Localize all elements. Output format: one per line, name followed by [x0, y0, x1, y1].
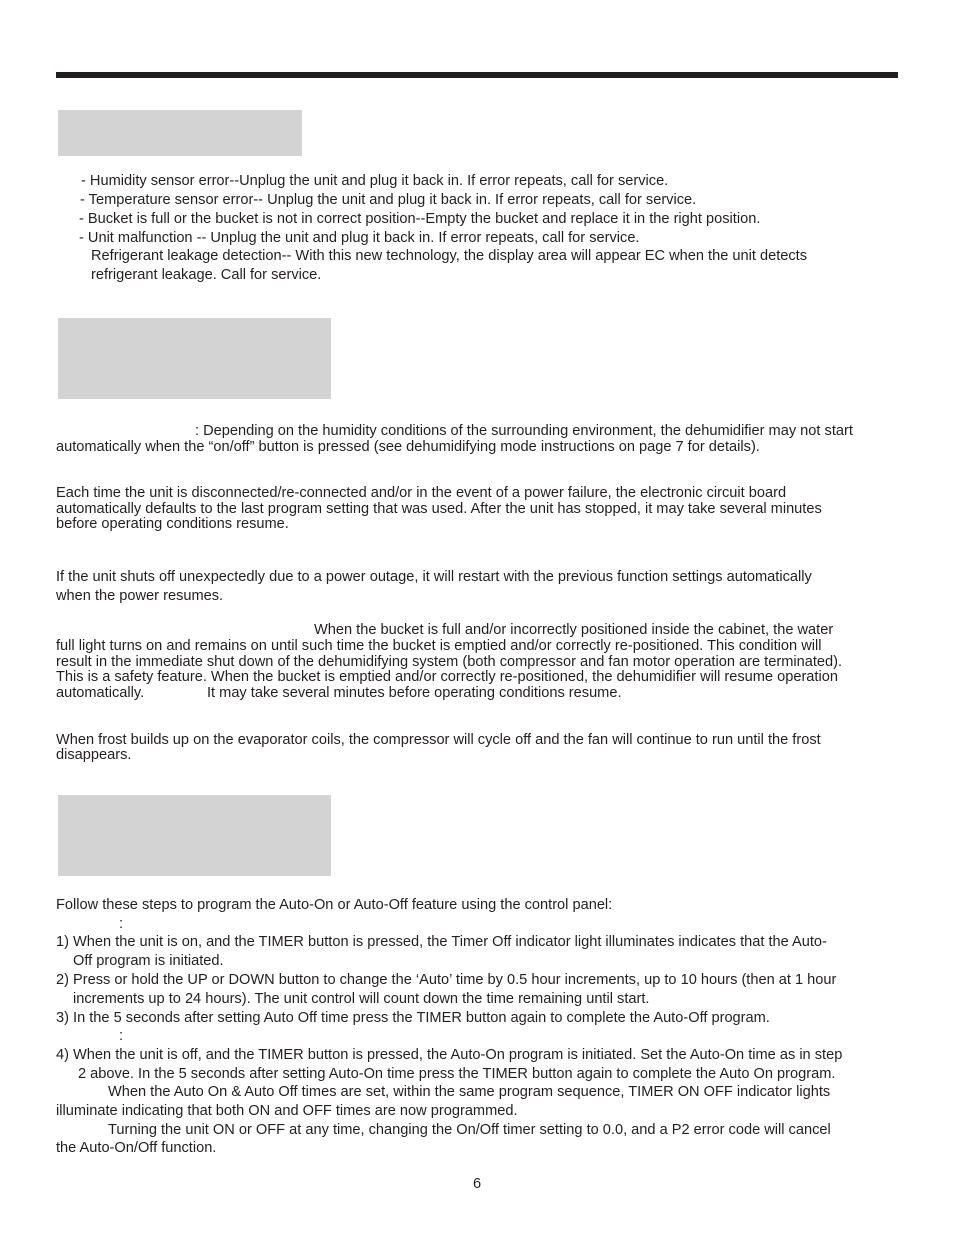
- timer-step4-line1: 4) When the unit is off, and the TIMER button is pressed, the Auto-On program is initiated. Set the Auto-On time as in step: [56, 1047, 843, 1063]
- timer-colon-auto-on: :: [119, 1028, 124, 1044]
- timer-step2-line1: 2) Press or hold the UP or DOWN button to change the ‘Auto’ time by 0.5 hour increments, up to 10 hours (then at 1 hour: [56, 972, 837, 988]
- timer-note1-line2: illuminate indicating that both ON and OFF times are now programmed.: [56, 1103, 518, 1119]
- timer-note1-line1: When the Auto On & Auto Off times are set, within the same program sequence, TIMER ON OFF indicator lights: [108, 1084, 831, 1100]
- error-bucket: - Bucket is full or the bucket is not in correct position--Empty the bucket and replace it in the right position.: [79, 211, 761, 227]
- timer-note2-line1: Turning the unit ON or OFF at any time, changing the On/Off timer setting to 0.0, and a P2 error code will cancel: [108, 1122, 831, 1138]
- restart-line2: when the power resumes.: [56, 588, 224, 604]
- memory-line3: before operating conditions resume.: [56, 516, 289, 532]
- restart-line1: If the unit shuts off unexpectedly due to a power outage, it will restart with the previous function settings automatically: [56, 569, 812, 585]
- defrost-line1: When frost builds up on the evaporator coils, the compressor will cycle off and the fan will continue to run until the frost: [56, 732, 821, 748]
- bucket-line5a: automatically.: [56, 685, 145, 701]
- bucket-line5b: It may take several minutes before operating conditions resume.: [207, 685, 622, 701]
- timer-colon-auto-off: :: [119, 916, 124, 932]
- section-heading-box-error-codes: [58, 110, 302, 156]
- timer-intro: Follow these steps to program the Auto-On or Auto-Off feature using the control panel:: [56, 897, 613, 913]
- memory-line1: Each time the unit is disconnected/re-connected and/or in the event of a power failure, the electronic circuit board: [56, 485, 787, 501]
- page-number: 6: [472, 1176, 482, 1192]
- timer-step1-line1: 1) When the unit is on, and the TIMER button is pressed, the Timer Off indicator light illuminates indicates that the Auto-: [56, 934, 827, 950]
- timer-step4-line2: 2 above. In the 5 seconds after setting Auto-On time press the TIMER button again to complete the Auto On program.: [78, 1066, 836, 1082]
- timer-step2-line2: increments up to 24 hours). The unit control will count down the time remaining until start.: [73, 991, 650, 1007]
- bucket-line4: This is a safety feature. When the bucket is emptied and/or correctly re-positioned, the dehumidifier will resume operation: [56, 669, 838, 685]
- error-humidity-sensor: - Humidity sensor error--Unplug the unit and plug it back in. If error repeats, call for service.: [81, 173, 669, 189]
- timer-note2-line2: the Auto-On/Off function.: [56, 1140, 217, 1156]
- defrost-line2: disappears.: [56, 747, 132, 763]
- error-malfunction: - Unit malfunction -- Unplug the unit and plug it back in. If error repeats, call for service.: [79, 230, 640, 246]
- bucket-line2: full light turns on and remains on until such time the bucket is emptied and/or correctly re-positioned. This condition will: [56, 638, 822, 654]
- header-rule: [56, 72, 898, 78]
- bucket-line3: result in the immediate shut down of the dehumidifying system (both compressor and fan motor operation are terminated).: [56, 654, 843, 670]
- memory-line2: automatically defaults to the last program setting that was used. After the unit has stopped, it may take several minutes: [56, 501, 822, 517]
- section-heading-box-features: [58, 318, 331, 399]
- bucket-line1: When the bucket is full and/or incorrectly positioned inside the cabinet, the water: [314, 622, 834, 638]
- start-line2: automatically when the “on/off” button is pressed (see dehumidifying mode instructions on page 7 for details).: [56, 439, 760, 455]
- section-heading-box-timer: [58, 795, 331, 876]
- error-refrigerant-line2: refrigerant leakage. Call for service.: [91, 267, 322, 283]
- timer-step3: 3) In the 5 seconds after setting Auto Off time press the TIMER button again to complete the Auto-Off program.: [56, 1010, 770, 1026]
- error-refrigerant-line1: Refrigerant leakage detection-- With this new technology, the display area will appear EC when the unit detects: [91, 248, 808, 264]
- error-temperature-sensor: - Temperature sensor error-- Unplug the unit and plug it back in. If error repeats, call for service.: [80, 192, 697, 208]
- start-line1: : Depending on the humidity conditions of the surrounding environment, the dehumidifier may not start: [195, 423, 853, 439]
- timer-step1-line2: Off program is initiated.: [73, 953, 224, 969]
